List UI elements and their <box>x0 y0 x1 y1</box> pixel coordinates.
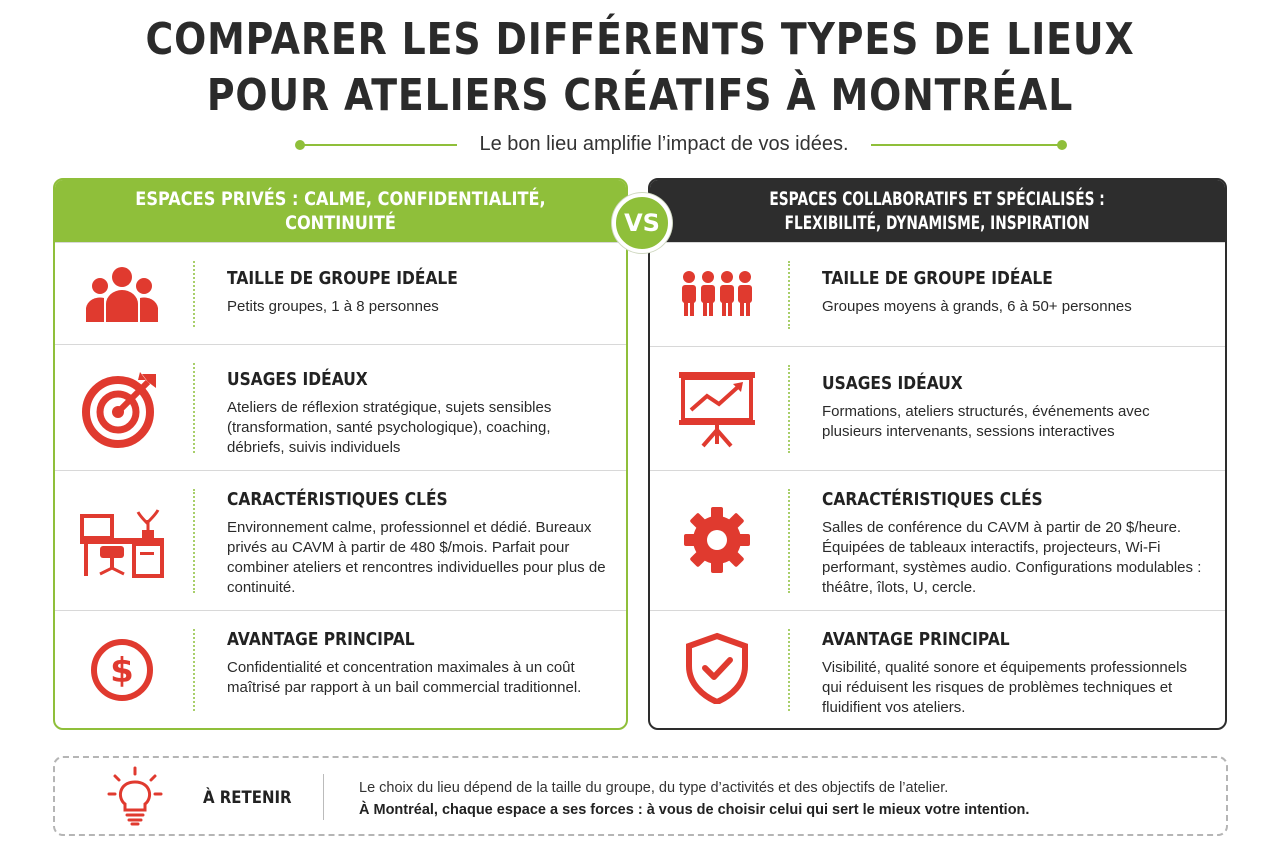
row-divider <box>788 365 790 453</box>
subtitle: Le bon lieu amplifie l’impact de vos idées. <box>479 133 849 155</box>
dollar-icon <box>77 625 167 715</box>
svg-text:$: $ <box>110 651 134 691</box>
takeaway-line-2: À Montréal, chaque espace a ses forces : à vous de choisir celui qui sert le mieux votre intention. <box>359 802 1030 818</box>
key-takeaway-label: À RETENIR <box>203 788 292 808</box>
collaborative-spaces-heading: ESPACES COLLABORATIFS ET SPÉCIALISÉS : FLEXIBILITÉ, DYNAMISME, INSPIRATION <box>650 180 1225 242</box>
subtitle-row <box>295 130 1070 160</box>
row-title: USAGES IDÉAUX <box>227 369 368 390</box>
row-title: TAILLE DE GROUPE IDÉALE <box>227 268 458 289</box>
collab-row-group-size <box>650 242 1225 346</box>
title-line-2: POUR ATELIERS CRÉATIFS À MONTRÉAL <box>206 70 1074 121</box>
presentation-board-icon <box>672 363 762 453</box>
row-body: Confidentialité et concentration maximales à un coût maîtrisé par rapport à un bail commercial traditionnel. <box>227 659 582 696</box>
row-body: Salles de conférence du CAVM à partir de 20 $/heure. Équipées de tableaux interactifs, projecteurs, Wi-Fi performant, systèmes audio. Configurations modulables : théâtre, îlots, U, cercle. <box>822 519 1202 596</box>
page-title <box>90 12 1191 124</box>
private-spaces-heading: ESPACES PRIVÉS : CALME, CONFIDENTIALITÉ, CONTINUITÉ <box>55 180 626 242</box>
row-title: TAILLE DE GROUPE IDÉALE <box>822 268 1053 289</box>
collaborative-spaces-panel <box>648 178 1227 730</box>
lightbulb-icon <box>103 764 167 828</box>
private-row-features <box>55 470 626 610</box>
desk-icon <box>77 495 167 585</box>
row-title: AVANTAGE PRINCIPAL <box>227 629 415 650</box>
row-divider <box>788 489 790 593</box>
row-body: Petits groupes, 1 à 8 personnes <box>227 298 439 315</box>
private-spaces-panel <box>53 178 628 730</box>
row-title: USAGES IDÉAUX <box>822 373 963 394</box>
title-line-1: COMPARER LES DIFFÉRENTS TYPES DE LIEUX <box>145 14 1135 65</box>
subtitle-line-left <box>301 144 457 146</box>
crowd-icon <box>672 249 762 339</box>
collab-row-features <box>650 470 1225 610</box>
target-icon <box>77 363 167 453</box>
row-divider <box>193 261 195 327</box>
row-body: Formations, ateliers structurés, événements avec plusieurs intervenants, sessions interactives <box>822 403 1150 440</box>
collab-row-advantage <box>650 610 1225 730</box>
vs-badge: VS <box>612 193 672 253</box>
row-title: AVANTAGE PRINCIPAL <box>822 629 1010 650</box>
private-row-uses <box>55 344 626 470</box>
row-title: CARACTÉRISTIQUES CLÉS <box>822 489 1043 510</box>
collab-row-uses <box>650 346 1225 470</box>
private-row-advantage <box>55 610 626 730</box>
gear-icon <box>672 495 762 585</box>
row-divider <box>193 489 195 593</box>
subtitle-dot-right <box>1057 140 1067 150</box>
row-divider <box>788 629 790 711</box>
row-divider <box>193 629 195 711</box>
shield-check-icon <box>672 623 762 713</box>
key-takeaway-box <box>53 756 1228 836</box>
row-divider <box>788 261 790 329</box>
private-row-group-size <box>55 242 626 344</box>
subtitle-line-right <box>871 144 1059 146</box>
group-icon <box>77 249 167 339</box>
takeaway-divider <box>323 774 324 820</box>
row-body: Environnement calme, professionnel et dédié. Bureaux privés au CAVM à partir de 480 $/mois. Parfait pour combiner ateliers et rencontres individuelles pour plus de continuité. <box>227 519 606 596</box>
row-divider <box>193 363 195 453</box>
row-title: CARACTÉRISTIQUES CLÉS <box>227 489 448 510</box>
row-body: Ateliers de réflexion stratégique, sujets sensibles (transformation, santé psychologique), coaching, débriefs, suivis individuels <box>227 399 552 456</box>
takeaway-line-1: Le choix du lieu dépend de la taille du groupe, du type d’activités et des objectifs de l’atelier. <box>359 780 949 796</box>
row-body: Groupes moyens à grands, 6 à 50+ personnes <box>822 298 1132 315</box>
row-body: Visibilité, qualité sonore et équipements professionnels qui réduisent les risques de problèmes techniques et fluidifient vos ateliers. <box>822 659 1187 716</box>
